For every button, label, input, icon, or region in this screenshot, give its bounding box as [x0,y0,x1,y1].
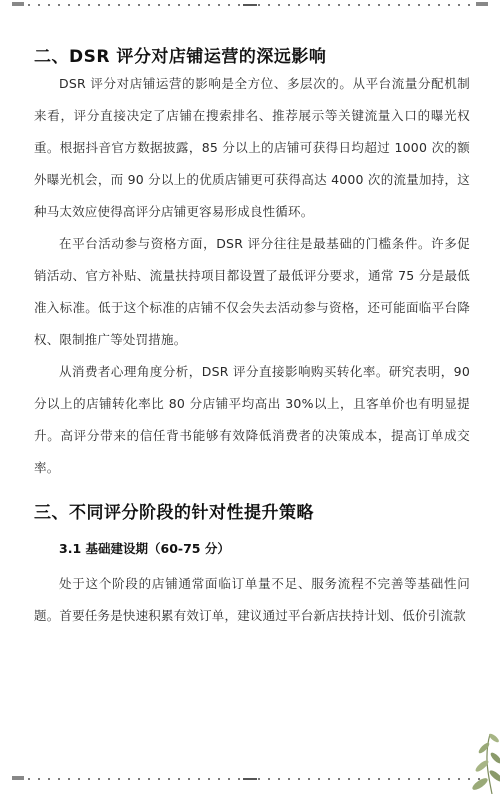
top-right-corner-mark [476,2,488,6]
section-3-1-subheading: 3.1 基础建设期（60-75 分） [59,541,230,556]
top-center-dash [243,4,257,6]
section-2-paragraph-3: 从消费者心理角度分析，DSR 评分直接影响购买转化率。研究表明，90 分以上的店铺转化率比 80 分店铺平均高出 30%以上，且客单价也有明显提升。高评分带来的信任背书能够有效降低消费者的决策成本，提高订单成交率。 [34,364,470,475]
bottom-center-dash [243,778,257,780]
leaf-branch-icon [430,714,500,794]
top-left-corner-mark [12,2,24,6]
bottom-left-corner-mark [12,776,24,780]
section-2-heading: 二、DSR 评分对店铺运营的深远影响 [34,47,327,67]
section-2-paragraph-2: 在平台活动参与资格方面，DSR 评分往往是最基础的门槛条件。许多促销活动、官方补贴、流量扶持项目都设置了最低评分要求，通常 75 分是最低准入标准。低于这个标准的店铺不仅会失去活动参与资格，还可能面临平台降权、限制推广等处罚措施。 [34,236,470,347]
section-3-heading: 三、不同评分阶段的针对性提升策略 [34,503,314,523]
document-body [34,30,470,632]
section-3-paragraph-1: 处于这个阶段的店铺通常面临订单量不足、服务流程不完善等基础性问题。首要任务是快速积累有效订单，建议通过平台新店扶持计划、低价引流款 [34,576,470,623]
section-2-paragraph-1: DSR 评分对店铺运营的影响是全方位、多层次的。从平台流量分配机制来看，评分直接决定了店铺在搜索排名、推荐展示等关键流量入口的曝光权重。根据抖音官方数据披露，85 分以上的店铺可获得日均超过 1000 次的额外曝光机会，而 90 分以上的优质店铺更可获得高达 4000 次的流量加持，这种马太效应使得高评分店铺更容易形成良性循环。 [34,76,470,219]
